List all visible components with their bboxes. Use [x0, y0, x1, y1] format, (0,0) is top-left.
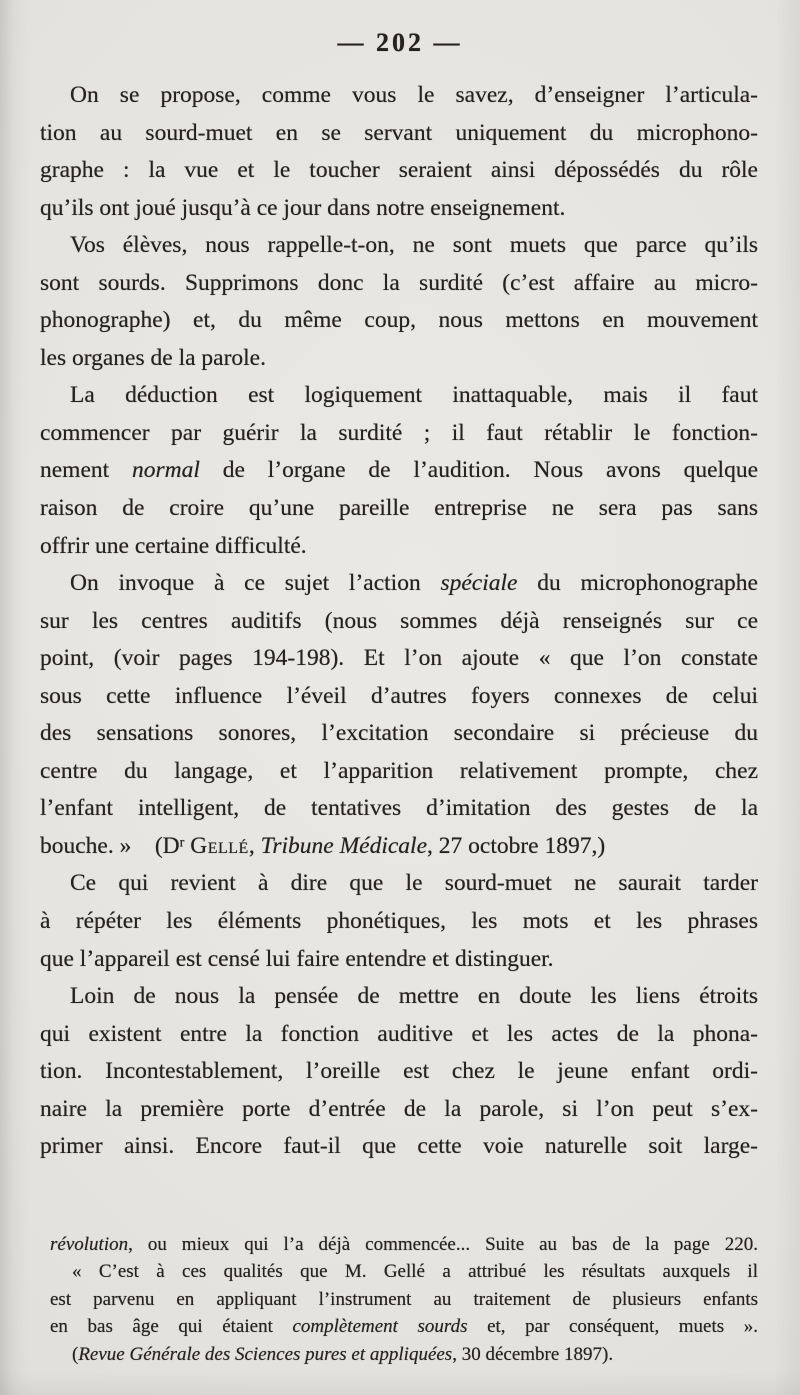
- text-run: On invoque à ce sujet l’action: [70, 570, 441, 597]
- text-run: La déduction est logiquement inattaquable, mais il faut: [70, 382, 758, 409]
- text-line: [40, 1016, 758, 1054]
- text-run: à répéter les éléments phonétiques, les mots et les phrases: [40, 908, 758, 935]
- text-run: sont sourds. Supprimons donc la surdité (c’est affaire au micro-: [40, 269, 758, 296]
- paragraph: [40, 978, 758, 1166]
- text-line: [40, 1091, 758, 1129]
- text-run: les organes de la parole.: [40, 344, 266, 371]
- text-run: tion au sourd-muet en se servant uniquement du microphono-: [40, 119, 758, 146]
- text-run: ,: [248, 832, 261, 859]
- text-line: [40, 77, 758, 115]
- text-run: , ou mieux qui l’a déjà commencée... Suite au bas de la page 220.: [128, 1234, 758, 1255]
- text-run: centre du langage, et l’apparition relativement prompte, chez: [40, 757, 758, 784]
- text-run: graphe : la vue et le toucher seraient ainsi dépossédés du rôle: [40, 157, 758, 184]
- text-line: [40, 715, 758, 753]
- text-line: [40, 903, 758, 941]
- text-line: [40, 865, 758, 903]
- text-run: (: [72, 1343, 79, 1365]
- text-line: [40, 190, 758, 228]
- text-run: est parvenu en appliquant l’instrument au traitement de plusieurs enfants: [50, 1288, 758, 1310]
- text-run: point, (voir pages 194-198). Et l’on ajoute « que l’on constate: [40, 645, 758, 672]
- text-run: tion. Incontestablement, l’oreille est chez le jeune enfant ordi-: [40, 1058, 758, 1085]
- main-text-block: [40, 77, 758, 1166]
- italic-run: normal: [132, 457, 200, 484]
- italic-run: spéciale: [440, 570, 518, 597]
- paragraph: [50, 1258, 758, 1340]
- text-line: [40, 978, 758, 1016]
- text-line: [50, 1231, 758, 1258]
- text-line: [40, 340, 758, 378]
- text-line: [40, 1053, 758, 1091]
- text-line: [40, 265, 758, 303]
- text-run: « C’est à ces qualités que M. Gellé a attribué les résultats auxquels il: [72, 1261, 758, 1283]
- text-line: [50, 1341, 758, 1368]
- paragraph: [40, 77, 758, 227]
- italic-run: Revue Générale des Sciences pures et appliquées: [78, 1343, 453, 1365]
- text-run: Vos élèves, nous rappelle-t-on, ne sont muets que parce qu’ils: [70, 232, 758, 259]
- text-line: [50, 1286, 758, 1313]
- text-run: commencer par guérir la surdité ; il faut rétablir le fonction-: [40, 419, 758, 446]
- text-line: [40, 415, 758, 453]
- superscript-run: r: [179, 834, 185, 851]
- paragraph: [40, 865, 758, 978]
- text-run: sous cette influence l’éveil d’autres foyers connexes de celui: [40, 682, 758, 709]
- text-line: [40, 941, 758, 979]
- text-line: [40, 152, 758, 190]
- text-run: Loin de nous la pensée de mettre en doute les liens étroits: [70, 983, 758, 1010]
- text-run: des sensations sonores, l’excitation secondaire si précieuse du: [40, 720, 758, 747]
- text-run: , 27 octobre 1897,): [427, 832, 606, 859]
- text-line: [40, 603, 758, 641]
- text-run: qui existent entre la fonction auditive et les actes de la phona-: [40, 1020, 758, 1047]
- text-run: en bas âge qui étaient: [50, 1316, 293, 1338]
- text-run: primer ainsi. Encore faut-il que cette voie naturelle soit large-: [40, 1133, 758, 1160]
- text-run: offrir une certaine difficulté.: [40, 532, 307, 559]
- text-line: [40, 490, 758, 528]
- text-run: du microphonographe: [517, 570, 758, 597]
- text-line: [40, 565, 758, 603]
- text-line: [40, 377, 758, 415]
- text-line: [50, 1313, 758, 1340]
- text-run: que l’appareil est censé lui faire entendre et distinguer.: [40, 945, 554, 972]
- italic-run: Tribune Médicale: [260, 832, 428, 859]
- smallcaps-run: Gellé: [190, 832, 249, 859]
- page-number: — 202 —: [337, 28, 463, 57]
- text-line: [40, 790, 758, 828]
- text-line: [40, 640, 758, 678]
- text-line: [40, 452, 758, 490]
- text-run: qu’ils ont joué jusqu’à ce jour dans notre enseignement.: [40, 194, 566, 221]
- text-line: [40, 302, 758, 340]
- text-run: et, par conséquent, muets ».: [467, 1316, 758, 1338]
- paragraph: [50, 1341, 758, 1368]
- text-line: [40, 753, 758, 791]
- text-run: On se propose, comme vous le savez, d’enseigner l’articula-: [70, 82, 758, 108]
- text-run: bouche. » (D: [40, 832, 180, 859]
- text-line: [40, 528, 758, 566]
- text-run: sur les centres auditifs (nous sommes déjà renseignés sur ce: [40, 607, 758, 634]
- italic-run: complètement sourds: [292, 1316, 468, 1338]
- text-run: l’enfant intelligent, de tentatives d’imitation des gestes de la: [40, 795, 758, 822]
- text-run: nement: [40, 457, 132, 484]
- text-run: , 30 décembre 1897).: [452, 1343, 614, 1365]
- text-line: [40, 828, 758, 866]
- text-run: Ce qui revient à dire que le sourd-muet ne saurait tarder: [70, 870, 758, 897]
- text-run: phonographe) et, du même coup, nous mettons en mouvement: [40, 307, 758, 334]
- paragraph: [50, 1231, 758, 1258]
- text-run: naire la première porte d’entrée de la parole, si l’on peut s’ex-: [40, 1095, 758, 1122]
- text-line: [40, 115, 758, 153]
- paragraph: [40, 565, 758, 865]
- text-run: raison de croire qu’une pareille entreprise ne sera pas sans: [40, 495, 758, 522]
- paragraph: [40, 227, 758, 377]
- paragraph: [40, 377, 758, 565]
- text-run: de l’organe de l’audition. Nous avons quelque: [199, 457, 758, 484]
- text-line: [40, 678, 758, 716]
- footnote-block: [50, 1231, 758, 1368]
- text-line: [40, 1128, 758, 1166]
- text-line: [50, 1258, 758, 1285]
- text-line: [40, 227, 758, 265]
- italic-run: révolution: [50, 1234, 129, 1255]
